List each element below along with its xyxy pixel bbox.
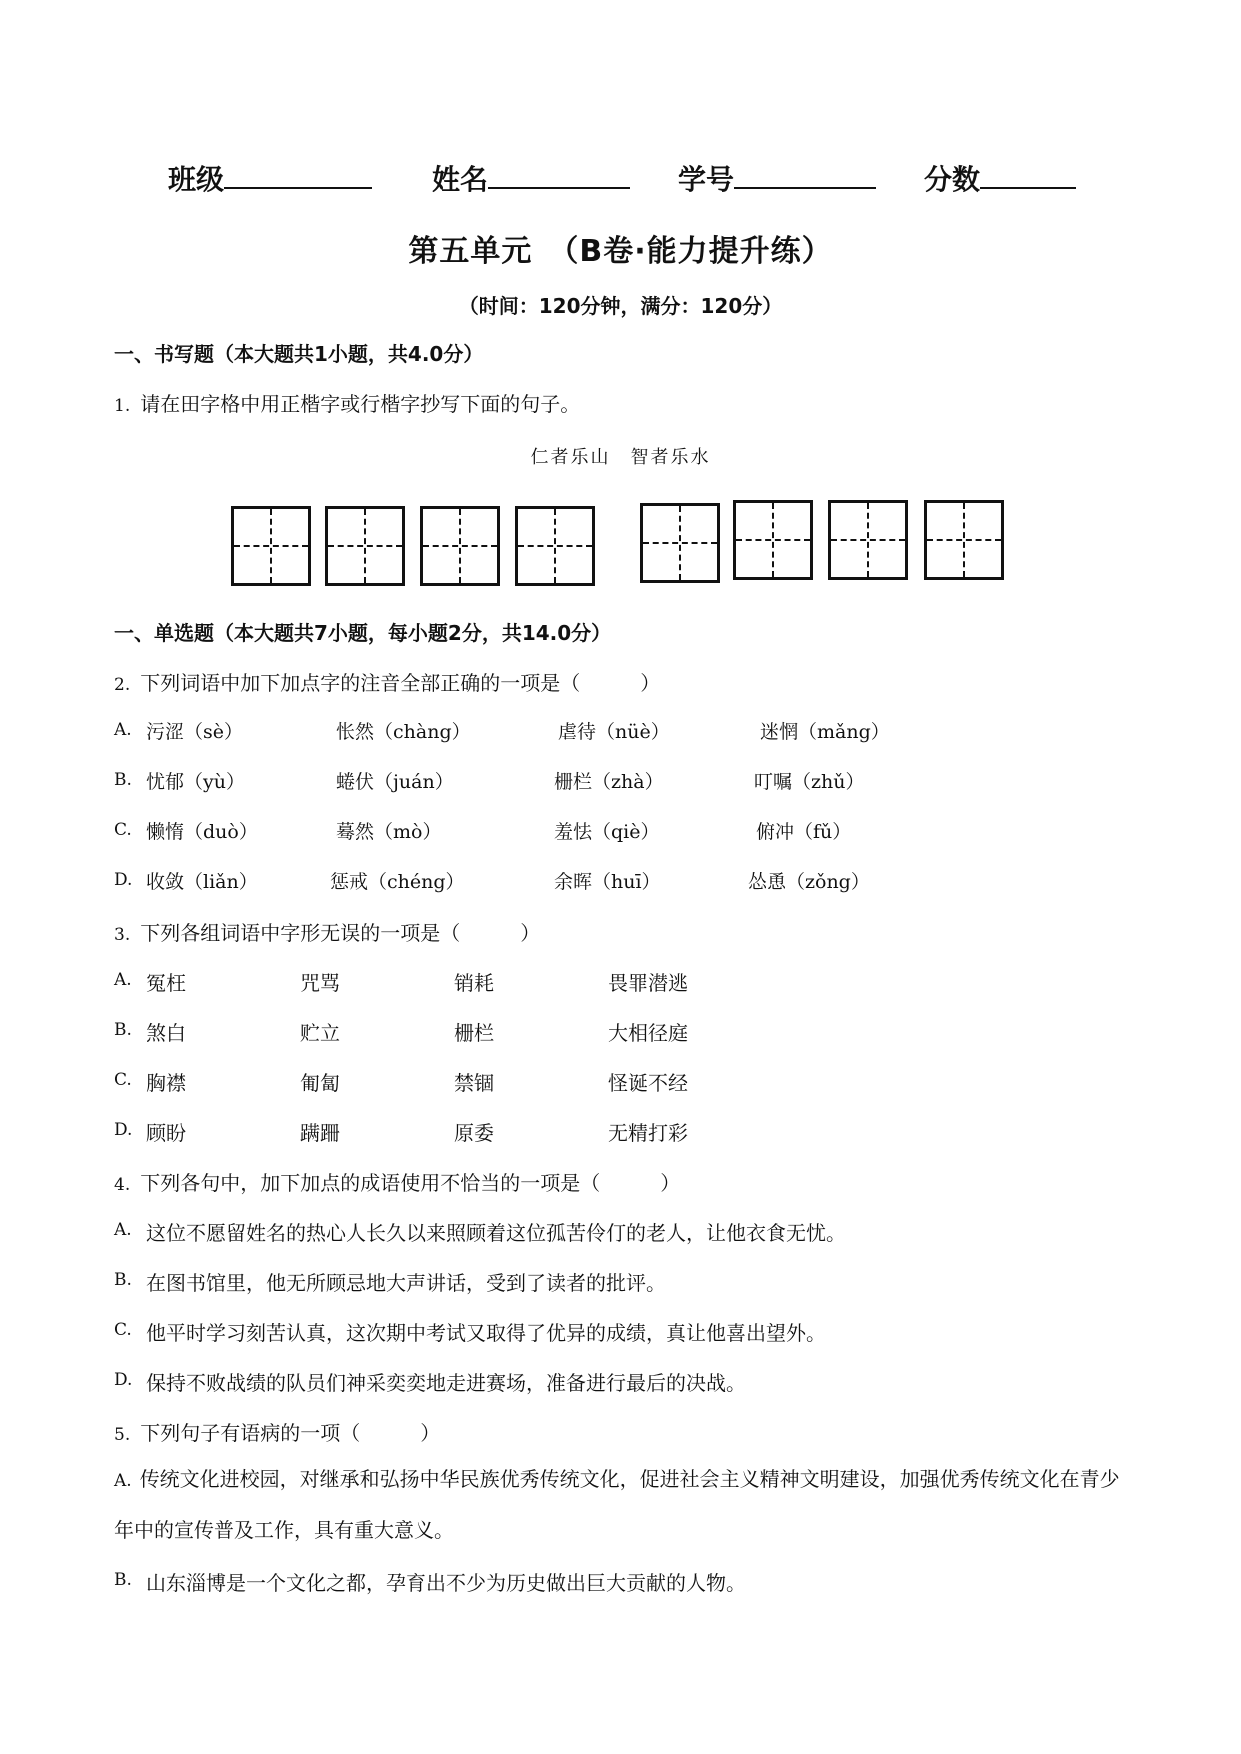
option-item: 咒骂: [300, 971, 340, 995]
name-blank[interactable]: [488, 159, 630, 189]
option-row-c[interactable]: [114, 1067, 1114, 1097]
question-number: 2.: [114, 675, 131, 695]
tianzige-box[interactable]: [733, 500, 813, 580]
question-stem: 下列各组词语中字形无误的一项是（ ）: [140, 921, 541, 945]
option-row-b[interactable]: [114, 1017, 1114, 1047]
student-id-field[interactable]: [678, 158, 876, 198]
option-item: 匍匐: [300, 1071, 340, 1095]
option-text: 他平时学习刻苦认真，这次期中考试又取得了优异的成绩，真让他喜出望外。: [146, 1321, 826, 1345]
option-letter: A.: [114, 1471, 132, 1491]
option-text: 在图书馆里，他无所顾忌地大声讲话，受到了读者的批评。: [146, 1271, 666, 1295]
option-item: 煞白: [146, 1021, 186, 1045]
option-item: 蹒跚: [300, 1121, 340, 1145]
student-id-label: 学号: [678, 163, 735, 196]
option-row-c[interactable]: [114, 1317, 1114, 1347]
option-item: 污涩（sè）: [146, 721, 243, 743]
question-4: [114, 1167, 680, 1196]
option-item: 栅栏（zhà）: [554, 771, 664, 793]
option-item: 怪诞不经: [608, 1071, 688, 1095]
name-label: 姓名: [432, 163, 489, 196]
tianzige-box[interactable]: [231, 506, 311, 586]
option-letter: A.: [114, 1220, 132, 1240]
score-blank[interactable]: [980, 159, 1076, 189]
option-item: 蜷伏（juán）: [336, 771, 454, 793]
option-item: 大相径庭: [608, 1021, 688, 1045]
class-blank[interactable]: [224, 159, 372, 189]
option-text: 保持不败战绩的队员们神采奕奕地走进赛场，准备进行最后的决战。: [146, 1371, 746, 1395]
option-text: 传统文化进校园，对继承和弘扬中华民族优秀传统文化，促进社会主义精神文明建设，加强优秀传统文化在青少年中的宣传普及工作，具有重大意义。: [114, 1467, 1120, 1542]
option-row-b[interactable]: [114, 767, 1114, 797]
question-stem: 下列词语中加下加点字的注音全部正确的一项是（ ）: [140, 671, 661, 695]
option-item: 懒惰（duò）: [146, 821, 258, 843]
option-letter: C.: [114, 820, 132, 840]
option-item: 迷惘（mǎng）: [760, 721, 890, 743]
option-item: 叮嘱（zhǔ）: [754, 771, 865, 793]
option-letter: B.: [114, 1020, 132, 1040]
option-row-d[interactable]: [114, 1117, 1114, 1147]
student-id-blank[interactable]: [734, 159, 876, 189]
option-text: 这位不愿留姓名的热心人长久以来照顾着这位孤苦伶仃的老人，让他衣食无忧。: [146, 1221, 846, 1245]
option-item: 顾盼: [146, 1121, 186, 1145]
question-1: [114, 388, 580, 417]
tianzige-box[interactable]: [325, 506, 405, 586]
question-stem: 下列各句中，加下加点的成语使用不恰当的一项是（ ）: [140, 1171, 681, 1195]
option-letter: B.: [114, 770, 132, 790]
option-item: 蓦然（mò）: [336, 821, 442, 843]
option-item: 无精打彩: [608, 1121, 688, 1145]
option-item: 胸襟: [146, 1071, 186, 1095]
section-heading-writing: 一、书写题（本大题共1小题，共4.0分）: [114, 342, 484, 366]
option-letter: C.: [114, 1320, 132, 1340]
option-row-c[interactable]: [114, 817, 1114, 847]
option-item: 虐待（nüè）: [558, 721, 670, 743]
score-field[interactable]: [924, 158, 1076, 198]
class-label: 班级: [168, 163, 225, 196]
option-item: 贮立: [300, 1021, 340, 1045]
option-row-b[interactable]: [114, 1267, 1114, 1297]
option-item: 俯冲（fǔ）: [756, 821, 852, 843]
tianzige-box[interactable]: [828, 500, 908, 580]
section-heading-single-choice: 一、单选题（本大题共7小题，每小题2分，共14.0分）: [114, 621, 612, 645]
option-row-d[interactable]: [114, 867, 1114, 897]
tianzige-box[interactable]: [924, 500, 1004, 580]
question-number: 1.: [114, 396, 131, 416]
option-item: 原委: [454, 1121, 494, 1145]
option-item: 冤枉: [146, 971, 186, 995]
option-item: 畏罪潜逃: [608, 971, 688, 995]
page-title: 第五单元 （B卷·能力提升练）: [408, 234, 833, 269]
exam-time-note: （时间：120分钟，满分：120分）: [458, 294, 783, 318]
score-label: 分数: [924, 163, 981, 196]
option-item: 余晖（huī）: [554, 871, 661, 893]
option-item: 忧郁（yù）: [146, 771, 245, 793]
tianzige-box[interactable]: [515, 506, 595, 586]
question-number: 4.: [114, 1175, 131, 1195]
class-field[interactable]: [168, 158, 372, 198]
question-number: 5.: [114, 1425, 131, 1445]
option-item: 栅栏: [454, 1021, 494, 1045]
option-item: 怅然（chàng）: [336, 721, 471, 743]
option-item: 羞怯（qiè）: [554, 821, 660, 843]
option-text: 山东淄博是一个文化之都，孕育出不少为历史做出巨大贡献的人物。: [146, 1571, 746, 1595]
option-row-b[interactable]: [114, 1567, 1114, 1597]
option-row-a[interactable]: [114, 1217, 1114, 1247]
question-number: 3.: [114, 925, 131, 945]
option-item: 怂恿（zǒng）: [748, 871, 870, 893]
option-row-a[interactable]: [114, 967, 1114, 997]
option-item: 收敛（liǎn）: [146, 871, 258, 893]
option-item: 惩戒（chéng）: [330, 871, 465, 893]
question-2: [114, 667, 660, 696]
question-stem: 请在田字格中用正楷字或行楷字抄写下面的句子。: [140, 392, 581, 416]
question-stem: 下列句子有语病的一项（ ）: [140, 1421, 441, 1445]
option-item: 销耗: [454, 971, 494, 995]
option-row-a[interactable]: [114, 1455, 1124, 1555]
option-letter: B.: [114, 1270, 132, 1290]
option-letter: D.: [114, 870, 133, 890]
option-item: 禁锢: [454, 1071, 494, 1095]
name-field[interactable]: [432, 158, 630, 198]
tianzige-box[interactable]: [420, 506, 500, 586]
option-letter: C.: [114, 1070, 132, 1090]
option-letter: A.: [114, 970, 132, 990]
option-letter: D.: [114, 1120, 133, 1140]
option-row-d[interactable]: [114, 1367, 1114, 1397]
question-3: [114, 917, 540, 946]
option-letter: A.: [114, 720, 132, 740]
copy-sentence: 仁者乐山 智者乐水: [530, 447, 711, 468]
option-letter: B.: [114, 1570, 132, 1590]
option-row-a[interactable]: [114, 717, 1114, 747]
tianzige-box[interactable]: [640, 503, 720, 583]
option-letter: D.: [114, 1370, 133, 1390]
question-5: [114, 1417, 440, 1446]
